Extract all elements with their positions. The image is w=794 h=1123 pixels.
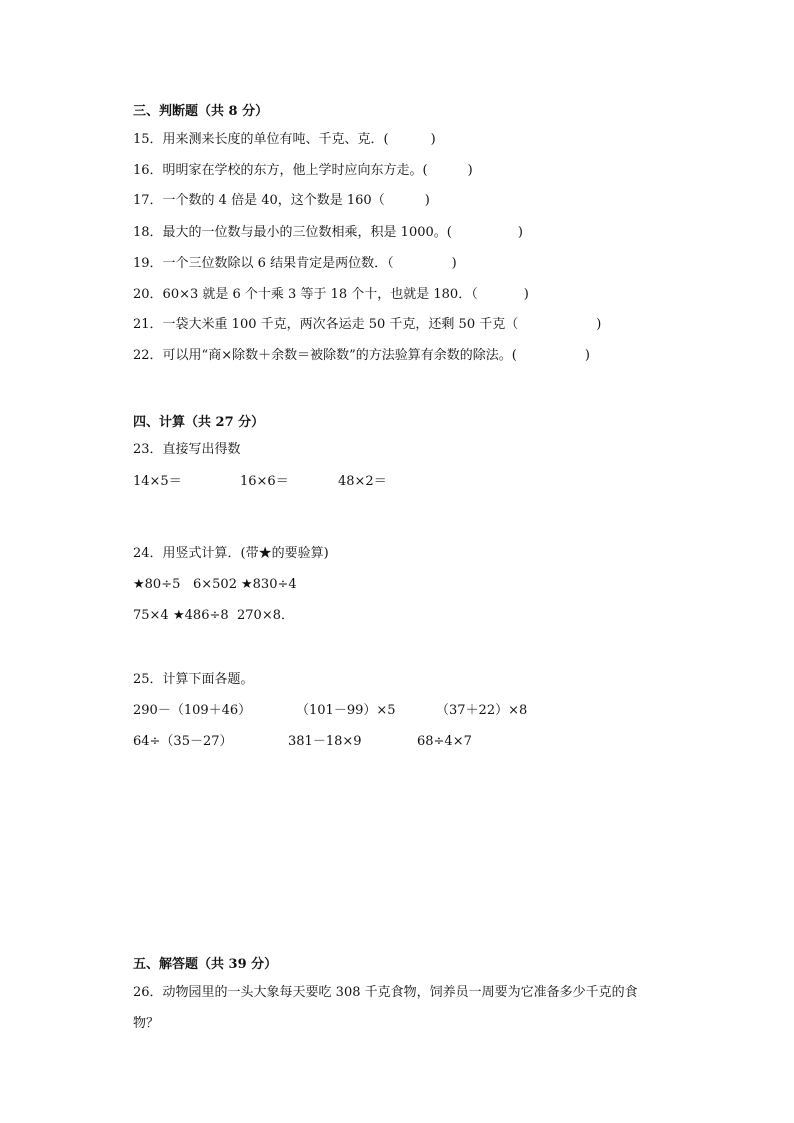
q24-expr-1: ★80÷5 xyxy=(133,577,181,592)
question-20-text: 20．60×3 就是 6 个十乘 3 等于 18 个十，也就是 180．（ xyxy=(133,287,478,302)
question-22-text: 22．可以用“商×除数＋余数＝被除数”的方法验算有余数的除法。( xyxy=(133,348,517,363)
question-17-close: ) xyxy=(424,193,430,208)
question-18-close: ) xyxy=(517,225,523,240)
question-15 xyxy=(133,132,436,148)
section-5-heading: 五、解答题（共 39 分） xyxy=(133,957,278,972)
q25-expr-2: （101－99）×5 xyxy=(296,703,396,718)
question-24-title: 24．用竖式计算．(带★的要验算) xyxy=(133,546,329,561)
question-18 xyxy=(133,225,523,241)
question-16 xyxy=(133,163,473,179)
question-22-close: ) xyxy=(584,348,590,363)
question-20-close: ) xyxy=(523,287,529,302)
q24-expr-5: ★486÷8 xyxy=(173,608,229,623)
question-26-line-2: 物？ xyxy=(133,1016,160,1031)
q23-expr-2: 16×6＝ xyxy=(240,474,289,489)
question-16-close: ) xyxy=(467,163,473,178)
q25-expr-5: 381－18×9 xyxy=(288,734,362,749)
question-26-line-1: 26．动物园里的一头大象每天要吃 308 千克食物，饲养员一周要为它准备多少千克的食 xyxy=(133,985,638,1000)
section-3-heading: 三、判断题（共 8 分） xyxy=(133,104,269,119)
question-25-title: 25．计算下面各题。 xyxy=(133,672,254,687)
question-18-text: 18．最大的一位数与最小的三位数相乘，积是 1000。( xyxy=(133,225,452,240)
question-25-row-2 xyxy=(133,734,583,750)
question-21 xyxy=(133,317,601,333)
q24-expr-6: 270×8． xyxy=(237,608,294,623)
question-24-row-1 xyxy=(133,577,533,593)
q25-expr-1: 290－（109＋46） xyxy=(133,703,252,718)
question-16-text: 16．明明家在学校的东方，他上学时应向东方走。( xyxy=(133,163,428,178)
question-22 xyxy=(133,348,590,364)
q23-expr-3: 48×2＝ xyxy=(338,474,387,489)
q24-expr-3: ★830÷4 xyxy=(241,577,297,592)
q25-expr-4: 64÷（35－27） xyxy=(133,734,233,749)
question-21-text: 21．一袋大米重 100 千克，两次各运走 50 千克，还剩 50 千克（ xyxy=(133,317,519,332)
section-4-heading: 四、计算（共 27 分） xyxy=(133,415,265,430)
q23-expr-1: 14×5＝ xyxy=(133,474,182,489)
q24-expr-2: 6×502 xyxy=(193,577,237,592)
question-19 xyxy=(133,256,457,272)
question-25-row-1 xyxy=(133,703,583,719)
question-23-row xyxy=(133,474,533,490)
question-19-close: ) xyxy=(451,256,457,271)
question-17 xyxy=(133,193,430,209)
q25-expr-6: 68÷4×7 xyxy=(417,734,472,749)
question-15-close: ) xyxy=(430,132,436,147)
question-15-text: 15．用来测来长度的单位有吨、千克、克．( xyxy=(133,132,389,147)
q25-expr-3: （37＋22）×8 xyxy=(436,703,528,718)
question-23-title: 23．直接写出得数 xyxy=(133,442,241,457)
question-20 xyxy=(133,287,529,303)
question-17-text: 17．一个数的 4 倍是 40，这个数是 160（ xyxy=(133,193,385,208)
q24-expr-4: 75×4 xyxy=(133,608,169,623)
question-21-close: ) xyxy=(596,317,602,332)
question-24-row-2 xyxy=(133,608,533,624)
question-19-text: 19．一个三位数除以 6 结果肯定是两位数．（ xyxy=(133,256,394,271)
